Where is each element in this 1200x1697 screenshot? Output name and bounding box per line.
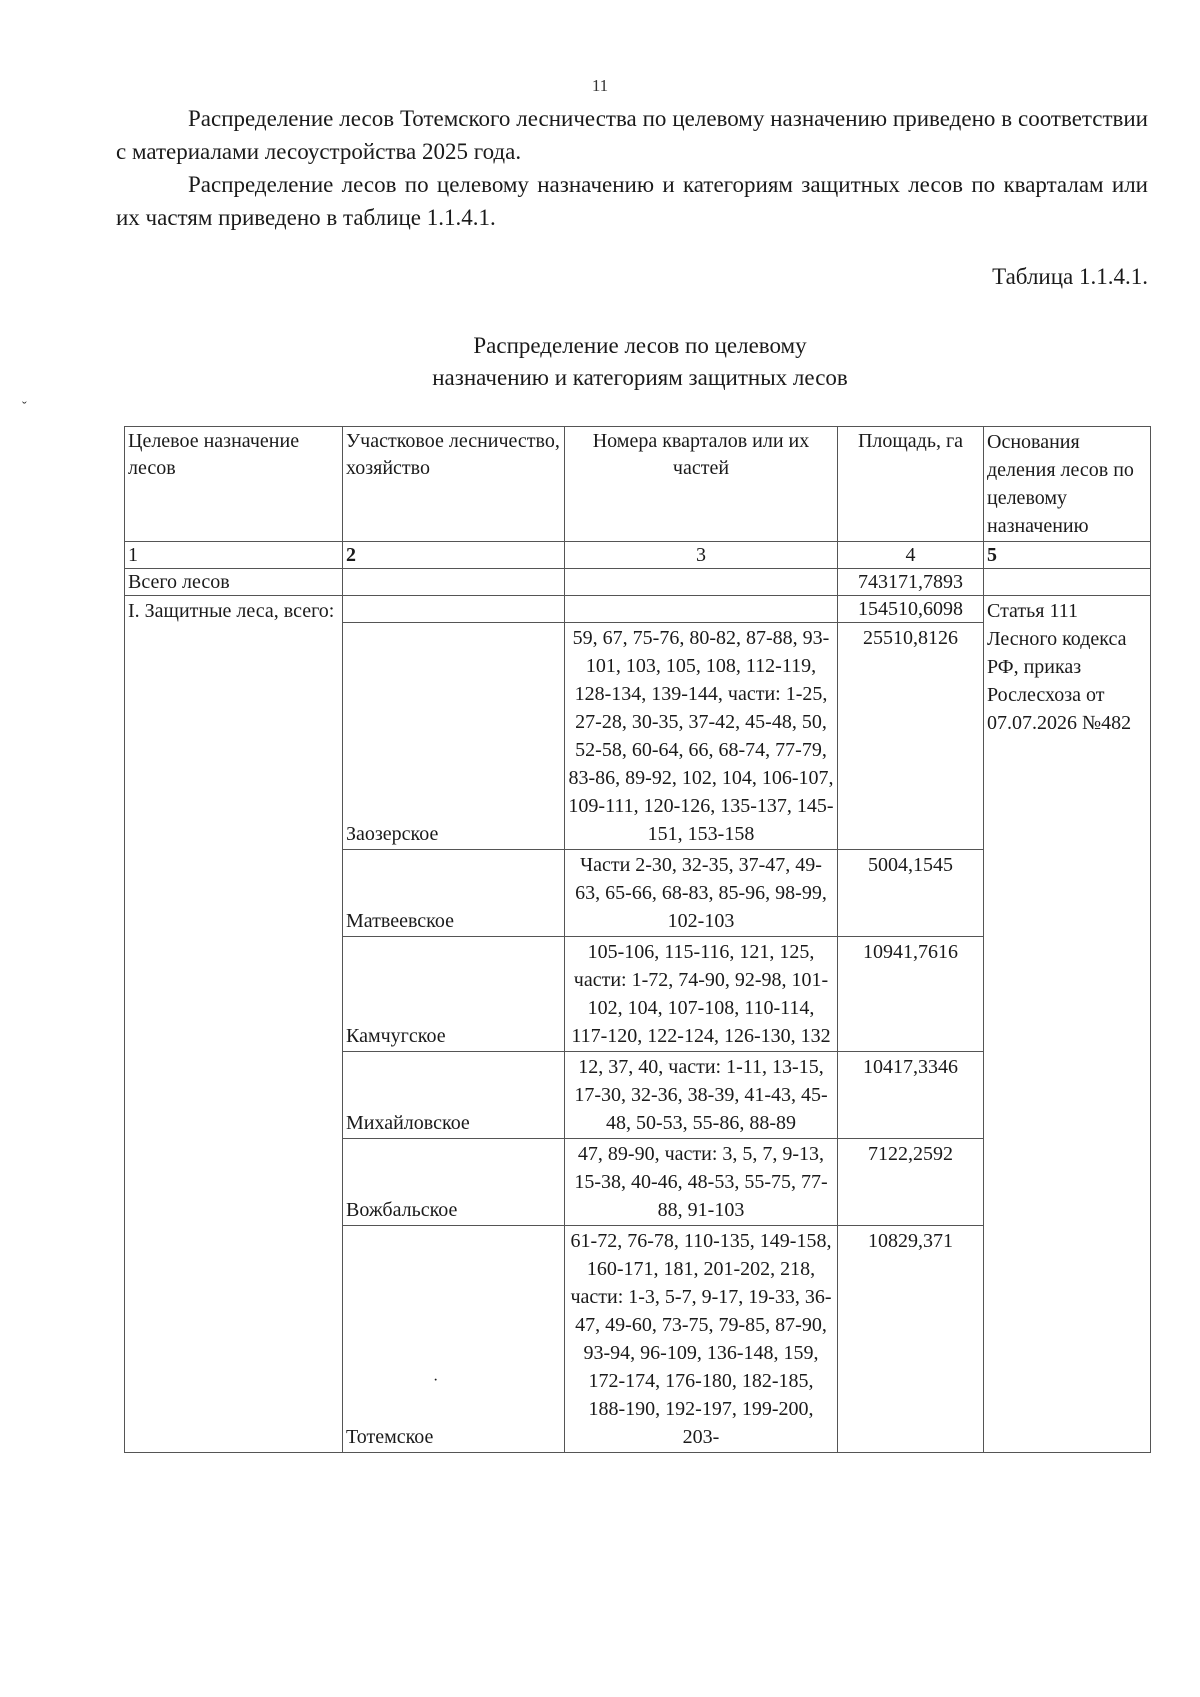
intro-paragraph-1: Распределение лесов Тотемского лесничества по целевому назначению приведено в соответствии с материалами лесоустройства 2025 года. [116,106,1148,164]
forest-distribution-table [124,426,1151,1453]
district-area: 25510,8126 [838,623,984,850]
district-name: Михайловское [343,1052,565,1139]
total-district-cell [343,569,565,596]
scan-dot: · [433,1372,439,1389]
district-quarters: 105-106, 115-116, 121, 125, части: 1-72, 74-90, 92-98, 101-102, 104, 107-108, 110-114, 117-120, 122-124, 126-130, 132 [565,937,838,1052]
header-basis: Основания деления лесов по целевому назначению [984,427,1151,542]
header-purpose: Целевое назначение лесов [125,427,343,542]
column-number-row [125,542,1151,569]
header-district: Участковое лесничество, хозяйство [343,427,565,542]
table-title-line-2: назначению и категориям защитных лесов [432,365,848,390]
col-number-5: 5 [984,542,1151,569]
district-quarters: 61-72, 76-78, 110-135, 149-158, 160-171, 181, 201-202, 218, части: 1-3, 5-7, 9-17, 19-33, 36-47, 49-60, 73-75, 79-85, 87-90, 93-94, 96-109, 136-148, 159, 172-174, 176-180, 182-185, 188-190, 192-197, 199-200, 203- [565,1226,838,1453]
district-quarters: 59, 67, 75-76, 80-82, 87-88, 93-101, 103, 105, 108, 112-119, 128-134, 139-144, части: 1-25, 27-28, 30-35, 37-42, 45-48, 50, 52-58, 60-64, 66, 68-74, 77-79, 83-86, 89-92, 102, 104, 106-107, 109-111, 120-126, 135-137, 145-151, 153-158 [565,623,838,850]
page-number: 11 [591,76,609,95]
district-name: Камчугское [343,937,565,1052]
district-area: 7122,2592 [838,1139,984,1226]
protective-label: I. Защитные леса, всего: [125,596,343,1453]
table-title-line-1: Распределение лесов по целевому [473,333,807,358]
total-area: 743171,7893 [838,569,984,596]
scan-mark: ˇ [22,400,27,415]
table-title [340,330,940,394]
table-caption: Таблица 1.1.4.1. [992,264,1148,289]
protective-row [125,596,1151,623]
district-area: 10829,371 [838,1226,984,1453]
header-row [125,427,1151,542]
protective-quarters-cell [565,596,838,623]
col-number-3: 3 [565,542,838,569]
col-number-2: 2 [343,542,565,569]
district-quarters: 12, 37, 40, части: 1-11, 13-15, 17-30, 32-36, 38-39, 41-43, 45-48, 50-53, 55-86, 88-89 [565,1052,838,1139]
protective-basis: Статья 111 Лесного кодекса РФ, приказ Рослесхоза от 07.07.2026 №482 [984,596,1151,1453]
district-name: Тотемское [343,1226,565,1453]
district-area: 5004,1545 [838,850,984,937]
protective-area: 154510,6098 [838,596,984,623]
total-quarters-cell [565,569,838,596]
protective-district-cell [343,596,565,623]
header-area: Площадь, га [838,427,984,542]
col-number-4: 4 [838,542,984,569]
district-area: 10941,7616 [838,937,984,1052]
district-area: 10417,3346 [838,1052,984,1139]
district-quarters: Части 2-30, 32-35, 37-47, 49-63, 65-66, 68-83, 85-96, 98-99, 102-103 [565,850,838,937]
total-row [125,569,1151,596]
district-name: Вожбальское [343,1139,565,1226]
intro-paragraph-2: Распределение лесов по целевому назначению и категориям защитных лесов по кварталам или их частям приведено в таблице 1.1.4.1. [116,172,1148,230]
col-number-1: 1 [125,542,343,569]
district-quarters: 47, 89-90, части: 3, 5, 7, 9-13, 15-38, 40-46, 48-53, 55-75, 77-88, 91-103 [565,1139,838,1226]
district-name: Матвеевское [343,850,565,937]
district-name: Заозерское [343,623,565,850]
header-quarters: Номера кварталов или их частей [565,427,838,542]
total-label: Всего лесов [125,569,343,596]
total-basis-cell [984,569,1151,596]
